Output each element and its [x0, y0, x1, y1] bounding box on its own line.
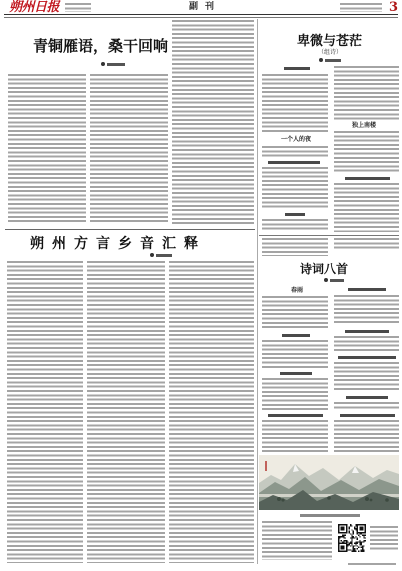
qr-code-icon — [338, 524, 366, 552]
poem-text — [334, 183, 399, 232]
article-text-column — [8, 74, 86, 224]
header-rule — [4, 14, 398, 15]
article-text-column — [169, 261, 254, 563]
poem-title: 卑微与苍茫 — [297, 34, 363, 49]
poem-subheading — [284, 67, 310, 70]
poem-subheading — [268, 414, 323, 417]
poem-text — [334, 420, 399, 452]
poem-text — [262, 296, 328, 330]
article-separator — [5, 229, 255, 230]
poem-subheading — [285, 213, 305, 216]
poem-text — [334, 402, 399, 410]
editor-info-text — [262, 521, 332, 560]
poem-text — [262, 340, 328, 368]
poem-subtitle: （组诗） — [318, 49, 343, 56]
article-text-column — [90, 74, 168, 224]
poem-text — [262, 146, 328, 158]
masthead-logo: 朔州日报 — [9, 0, 60, 15]
qr-caption-text — [370, 526, 398, 552]
article-text-column — [172, 20, 254, 224]
poem-text — [262, 219, 328, 232]
poem-subheading: 独上南楼 — [352, 122, 377, 129]
poem-byline — [319, 58, 343, 62]
poem-subheading — [345, 330, 389, 333]
poem-subheading: 一个人的夜 — [281, 136, 312, 143]
header-rule-thin — [4, 17, 398, 18]
poem-text — [334, 131, 399, 173]
poem-text — [262, 378, 328, 410]
column-divider — [257, 19, 258, 564]
article-byline — [150, 253, 174, 257]
landscape-painting — [259, 455, 399, 510]
section-separator — [259, 235, 399, 236]
poem-subheading — [282, 334, 310, 337]
poem-text — [262, 420, 328, 452]
poem-subheading — [280, 372, 312, 375]
poem-text — [334, 238, 399, 251]
page-number: 3 — [389, 0, 399, 15]
article-byline — [101, 62, 127, 66]
masthead-info-text — [65, 3, 91, 12]
poem-subheading — [348, 288, 386, 291]
section-title: 副刊 — [189, 2, 222, 12]
poem-text — [334, 295, 399, 325]
poem-subheading — [345, 177, 390, 180]
article-headline: 朔州方言乡音汇释 — [30, 236, 206, 252]
poem-subheading — [346, 396, 388, 399]
article-text-column — [7, 261, 83, 563]
footer-text — [348, 563, 396, 566]
article-headline: 青铜雁语，桑干回响 — [33, 37, 169, 55]
article-text-column — [87, 261, 165, 563]
poem-subheading — [340, 414, 395, 417]
poem-byline — [324, 278, 346, 282]
poem-subheading — [338, 356, 396, 359]
issue-date-text — [340, 3, 382, 12]
poem-text — [334, 362, 399, 392]
poem-text — [334, 336, 399, 352]
poem-subheading: 春雨 — [291, 287, 304, 294]
painting-caption — [300, 514, 360, 517]
poem-text — [334, 66, 399, 121]
poem-title: 诗词八首 — [300, 262, 349, 276]
poem-subheading — [268, 161, 320, 164]
poem-text — [262, 238, 328, 256]
poem-text — [262, 74, 328, 134]
landscape-painting-icon — [259, 455, 399, 510]
poem-text — [262, 167, 328, 210]
